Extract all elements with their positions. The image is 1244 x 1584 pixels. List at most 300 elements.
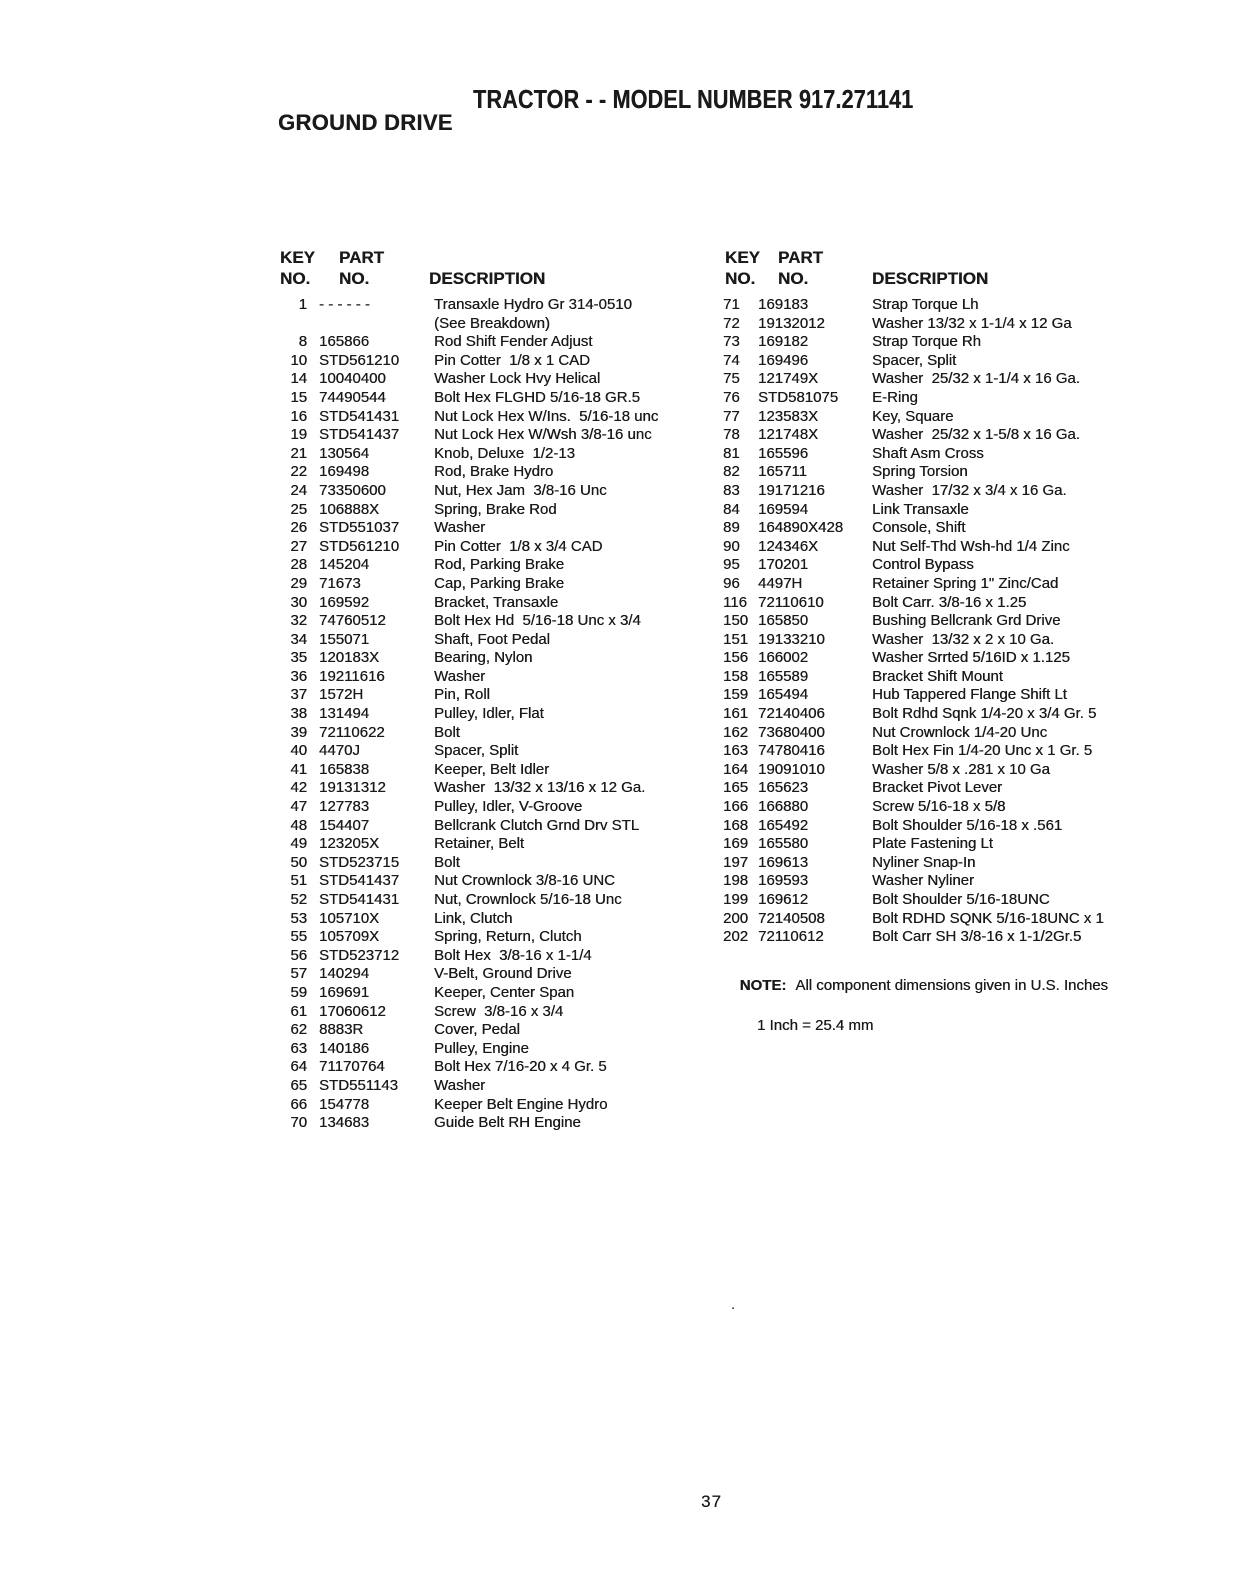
table-row bbox=[278, 947, 718, 966]
description-cell: Bolt bbox=[434, 853, 460, 871]
key-no-cell: 164 bbox=[723, 760, 749, 778]
description-cell: Pulley, Idler, V-Groove bbox=[434, 798, 583, 816]
part-header-label: PART bbox=[339, 248, 385, 267]
description-cell: Bolt Shoulder 5/16-18 x .561 bbox=[872, 816, 1063, 834]
part-no-cell: STD551143 bbox=[319, 1076, 398, 1094]
note-text: All component dimensions given in U.S. Inches bbox=[795, 977, 1109, 994]
table-row bbox=[723, 724, 1193, 743]
part-no-cell: 169498 bbox=[319, 463, 370, 481]
part-no-cell: 1572H bbox=[319, 686, 364, 704]
description-cell: Retainer, Belt bbox=[434, 835, 525, 853]
key-no-cell: 163 bbox=[723, 742, 749, 760]
table-row bbox=[723, 556, 1193, 575]
table-row bbox=[278, 426, 718, 445]
key-no-cell: 197 bbox=[723, 853, 749, 871]
description-cell: Bolt Hex 3/8-16 x 1-1/4 bbox=[434, 946, 592, 964]
part-no-cell: 123583X bbox=[758, 407, 819, 425]
table-row bbox=[723, 668, 1193, 687]
description-cell: Spacer, Split bbox=[434, 742, 519, 760]
description-cell: Washer 13/32 x 2 x 10 Ga. bbox=[872, 630, 1055, 648]
description-cell: Bolt Hex Fin 1/4-20 Unc x 1 Gr. 5 bbox=[872, 742, 1093, 760]
table-row bbox=[278, 445, 718, 464]
description-cell: Pulley, Idler, Flat bbox=[434, 705, 544, 723]
key-no-cell: 169 bbox=[723, 835, 749, 853]
description-cell: Cover, Pedal bbox=[434, 1021, 520, 1039]
dimensions-note bbox=[723, 956, 1173, 1036]
description-cell: Rod, Brake Hydro bbox=[434, 463, 554, 481]
key-no-header-label: NO. bbox=[280, 269, 311, 288]
part-no-cell: 19131312 bbox=[319, 779, 386, 797]
description-cell: Cap, Parking Brake bbox=[434, 574, 565, 592]
part-no-cell: STD523715 bbox=[319, 853, 400, 871]
description-cell: Link Transaxle bbox=[872, 500, 969, 518]
description-cell: Spacer, Split bbox=[872, 351, 957, 369]
part-no-cell: 8883R bbox=[319, 1021, 364, 1039]
key-no-cell: 37 bbox=[290, 686, 307, 704]
description-cell: Bushing Bellcrank Grd Drive bbox=[872, 612, 1061, 630]
description-cell: Retainer Spring 1" Zinc/Cad bbox=[872, 574, 1059, 592]
description-cell: Bolt Rdhd Sqnk 1/4-20 x 3/4 Gr. 5 bbox=[872, 705, 1097, 723]
part-no-cell: 169613 bbox=[758, 853, 809, 871]
description-cell: Screw 3/8-16 x 3/4 bbox=[434, 1002, 564, 1020]
table-row bbox=[723, 649, 1193, 668]
part-no-cell: 127783 bbox=[319, 798, 370, 816]
key-no-cell: 82 bbox=[723, 463, 740, 481]
part-no-cell: STD541437 bbox=[319, 872, 400, 890]
description-cell: Pin Cotter 1/8 x 3/4 CAD bbox=[434, 537, 603, 555]
page-title: TRACTOR - - MODEL NUMBER 917.271141 bbox=[473, 84, 914, 114]
table-row bbox=[723, 575, 1193, 594]
part-no-cell: 169183 bbox=[758, 296, 809, 313]
note-label: NOTE: bbox=[739, 977, 787, 994]
part-no-cell: 165596 bbox=[758, 444, 809, 462]
description-cell: Bolt RDHD SQNK 5/16-18UNC x 1 bbox=[872, 909, 1104, 927]
table-row bbox=[723, 296, 1193, 315]
key-no-cell: 19 bbox=[290, 426, 307, 444]
key-no-cell: 159 bbox=[723, 686, 749, 704]
key-no-cell: 202 bbox=[723, 928, 749, 946]
key-no-cell: 96 bbox=[723, 574, 740, 592]
description-cell: Rod Shift Fender Adjust bbox=[434, 333, 593, 351]
key-no-cell: 36 bbox=[290, 667, 307, 685]
description-cell: Nut Lock Hex W/Ins. 5/16-18 unc bbox=[434, 407, 659, 425]
table-row bbox=[278, 835, 718, 854]
part-no-cell: 4470J bbox=[319, 742, 360, 760]
parts-table-left bbox=[278, 296, 718, 1133]
part-no-cell: 71673 bbox=[319, 574, 361, 592]
part-no-cell: STD581075 bbox=[758, 388, 839, 406]
key-no-cell: 83 bbox=[723, 481, 740, 499]
key-no-cell: 166 bbox=[723, 798, 749, 816]
description-cell: Bolt bbox=[434, 723, 460, 741]
part-no-cell: 19091010 bbox=[758, 760, 825, 778]
key-no-cell: 116 bbox=[723, 593, 747, 611]
part-header-label: PART bbox=[778, 248, 824, 267]
description-cell: Nut Self-Thd Wsh-hd 1/4 Zinc bbox=[872, 537, 1070, 555]
key-no-cell: 52 bbox=[290, 891, 307, 908]
table-row bbox=[278, 779, 718, 798]
key-no-cell: 77 bbox=[723, 407, 740, 425]
key-no-cell: 78 bbox=[723, 426, 740, 444]
part-no-cell: STD551037 bbox=[319, 519, 400, 537]
stray-scan-mark: . bbox=[731, 1296, 736, 1313]
table-row bbox=[278, 315, 718, 334]
table-row bbox=[723, 891, 1193, 910]
table-row bbox=[723, 315, 1193, 334]
key-no-cell: 39 bbox=[290, 723, 307, 741]
part-no-cell: 17060612 bbox=[319, 1002, 386, 1020]
key-no-cell: 56 bbox=[290, 946, 307, 964]
key-no-cell: 15 bbox=[290, 388, 307, 406]
key-no-cell: 150 bbox=[723, 612, 749, 630]
key-no-cell: 25 bbox=[290, 500, 307, 518]
description-cell: Guide Belt RH Engine bbox=[434, 1114, 581, 1132]
table-row bbox=[278, 1058, 718, 1077]
part-no-cell: 72110622 bbox=[319, 723, 385, 741]
table-row bbox=[723, 817, 1193, 836]
part-no-cell: 123205X bbox=[319, 835, 380, 853]
description-cell: Washer 5/8 x .281 x 10 Ga bbox=[872, 760, 1050, 778]
description-cell: Strap Torque Rh bbox=[872, 333, 981, 351]
key-no-cell: 50 bbox=[290, 853, 307, 871]
description-cell: Bracket, Transaxle bbox=[434, 593, 559, 611]
key-no-cell: 51 bbox=[290, 872, 307, 890]
table-row bbox=[278, 668, 718, 687]
description-cell: Bellcrank Clutch Grnd Drv STL bbox=[434, 816, 640, 834]
table-row bbox=[278, 556, 718, 575]
table-row bbox=[723, 705, 1193, 724]
part-no-cell: 19211616 bbox=[319, 667, 385, 685]
description-cell: Bolt Hex Hd 5/16-18 Unc x 3/4 bbox=[434, 612, 641, 630]
table-row bbox=[278, 798, 718, 817]
key-header-label: KEY bbox=[280, 248, 315, 267]
key-no-cell: 64 bbox=[290, 1058, 307, 1076]
table-row bbox=[278, 1040, 718, 1059]
key-no-cell: 168 bbox=[723, 816, 749, 834]
key-no-cell: 71 bbox=[723, 296, 740, 313]
key-no-cell: 89 bbox=[723, 519, 740, 537]
table-row bbox=[278, 742, 718, 761]
description-cell: Bracket Pivot Lever bbox=[872, 779, 1003, 797]
description-cell: Spring, Return, Clutch bbox=[434, 928, 582, 946]
table-row bbox=[278, 1114, 718, 1133]
description-cell: (See Breakdown) bbox=[434, 314, 550, 332]
key-no-cell: 62 bbox=[290, 1021, 307, 1039]
table-row bbox=[723, 761, 1193, 780]
key-no-cell: 16 bbox=[290, 407, 307, 425]
table-row bbox=[278, 891, 718, 910]
part-no-cell: 121749X bbox=[758, 370, 819, 388]
description-cell: Spring, Brake Rod bbox=[434, 500, 557, 518]
part-no-cell: 71170764 bbox=[319, 1058, 385, 1076]
part-no-cell: 169593 bbox=[758, 872, 809, 890]
table-row bbox=[278, 1077, 718, 1096]
table-row bbox=[723, 501, 1193, 520]
key-no-cell: 198 bbox=[723, 872, 749, 890]
table-row bbox=[278, 538, 718, 557]
part-no-cell: 169612 bbox=[758, 891, 809, 908]
part-no-cell: 169691 bbox=[319, 983, 370, 1001]
key-no-cell: 165 bbox=[723, 779, 749, 797]
description-cell: Washer 17/32 x 3/4 x 16 Ga. bbox=[872, 481, 1067, 499]
table-row bbox=[278, 1003, 718, 1022]
table-row bbox=[278, 296, 718, 315]
description-cell: Washer bbox=[434, 667, 486, 685]
part-no-cell: 169592 bbox=[319, 593, 370, 611]
key-no-cell: 61 bbox=[290, 1002, 307, 1020]
table-row bbox=[723, 594, 1193, 613]
table-row bbox=[278, 463, 718, 482]
part-no-cell: 130564 bbox=[319, 444, 370, 462]
page-number: 37 bbox=[701, 1492, 722, 1511]
table-row bbox=[278, 370, 718, 389]
description-cell: Screw 5/16-18 x 5/8 bbox=[872, 798, 1006, 816]
key-no-cell: 84 bbox=[723, 500, 740, 518]
part-no-cell: STD523712 bbox=[319, 946, 400, 964]
table-row bbox=[723, 742, 1193, 761]
table-row bbox=[278, 389, 718, 408]
table-row bbox=[278, 872, 718, 891]
table-row bbox=[723, 872, 1193, 891]
table-row bbox=[278, 408, 718, 427]
table-row bbox=[723, 835, 1193, 854]
table-row bbox=[278, 649, 718, 668]
table-row bbox=[278, 761, 718, 780]
part-no-cell: 154778 bbox=[319, 1095, 370, 1113]
key-no-cell: 63 bbox=[290, 1039, 307, 1057]
table-row bbox=[723, 798, 1193, 817]
part-no-cell: STD561210 bbox=[319, 537, 400, 555]
description-cell: Shaft Asm Cross bbox=[872, 444, 984, 462]
table-row bbox=[278, 854, 718, 873]
part-no-header-label: NO. bbox=[778, 269, 809, 288]
key-no-cell: 30 bbox=[290, 593, 307, 611]
key-no-cell: 8 bbox=[298, 333, 307, 351]
key-no-cell: 151 bbox=[723, 630, 749, 648]
part-no-cell: 74780416 bbox=[758, 742, 825, 760]
description-cell: Spring Torsion bbox=[872, 463, 968, 481]
key-no-cell: 66 bbox=[290, 1095, 307, 1113]
part-no-cell: - - - - - - bbox=[319, 296, 370, 313]
part-no-cell: 165866 bbox=[319, 333, 370, 351]
part-no-cell: STD561210 bbox=[319, 351, 400, 369]
key-no-cell: 65 bbox=[290, 1076, 307, 1094]
part-no-cell: 72110612 bbox=[758, 928, 824, 946]
table-row bbox=[278, 519, 718, 538]
description-cell: Nut Crownlock 1/4-20 Unc bbox=[872, 723, 1048, 741]
description-cell: Pin Cotter 1/8 x 1 CAD bbox=[434, 351, 590, 369]
part-no-cell: STD541431 bbox=[319, 891, 400, 908]
description-cell: Nut Lock Hex W/Wsh 3/8-16 unc bbox=[434, 426, 652, 444]
part-no-cell: 19132012 bbox=[758, 314, 825, 332]
key-no-cell: 40 bbox=[290, 742, 307, 760]
table-row bbox=[278, 705, 718, 724]
key-no-cell: 75 bbox=[723, 370, 740, 388]
table-row bbox=[278, 724, 718, 743]
description-cell: Bracket Shift Mount bbox=[872, 667, 1003, 685]
part-no-cell: 169182 bbox=[758, 333, 809, 351]
key-no-cell: 57 bbox=[290, 965, 307, 983]
description-cell: Washer 13/32 x 1-1/4 x 12 Ga bbox=[872, 314, 1072, 332]
table-row bbox=[278, 594, 718, 613]
table-row bbox=[723, 352, 1193, 371]
description-cell: Bolt Carr SH 3/8-16 x 1-1/2Gr.5 bbox=[872, 928, 1082, 946]
description-cell: Bolt Hex FLGHD 5/16-18 GR.5 bbox=[434, 388, 640, 406]
section-title: GROUND DRIVE bbox=[278, 110, 453, 135]
table-row bbox=[278, 817, 718, 836]
description-cell: Strap Torque Lh bbox=[872, 296, 979, 313]
key-no-cell: 81 bbox=[723, 444, 740, 462]
description-cell: Washer Nyliner bbox=[872, 872, 974, 890]
part-no-cell: 73350600 bbox=[319, 481, 386, 499]
description-cell: Transaxle Hydro Gr 314-0510 bbox=[434, 296, 632, 313]
part-no-cell: 19171216 bbox=[758, 481, 825, 499]
part-no-cell: 165623 bbox=[758, 779, 809, 797]
part-no-cell: 165494 bbox=[758, 686, 809, 704]
description-cell: Pin, Roll bbox=[434, 686, 490, 704]
part-no-cell: 165838 bbox=[319, 760, 370, 778]
key-no-cell: 34 bbox=[290, 630, 307, 648]
key-no-cell: 95 bbox=[723, 556, 740, 574]
part-no-cell: STD541431 bbox=[319, 407, 400, 425]
part-no-cell: 145204 bbox=[319, 556, 370, 574]
description-cell: V-Belt, Ground Drive bbox=[434, 965, 572, 983]
key-no-cell: 199 bbox=[723, 891, 749, 908]
key-no-cell: 27 bbox=[290, 537, 307, 555]
table-row bbox=[723, 463, 1193, 482]
part-no-cell: 4497H bbox=[758, 574, 803, 592]
table-row bbox=[278, 1021, 718, 1040]
table-row bbox=[278, 984, 718, 1003]
table-row bbox=[278, 501, 718, 520]
table-row bbox=[723, 426, 1193, 445]
table-row bbox=[723, 612, 1193, 631]
key-no-cell: 156 bbox=[723, 649, 749, 667]
key-no-cell: 32 bbox=[290, 612, 307, 630]
table-row bbox=[723, 910, 1193, 929]
key-no-cell: 53 bbox=[290, 909, 307, 927]
part-no-cell: 124346X bbox=[758, 537, 819, 555]
part-no-cell: 169496 bbox=[758, 351, 809, 369]
key-no-cell: 24 bbox=[290, 481, 307, 499]
right-column-header bbox=[723, 248, 1043, 292]
key-no-cell: 49 bbox=[290, 835, 307, 853]
table-row bbox=[723, 928, 1193, 947]
table-row bbox=[723, 779, 1193, 798]
table-row bbox=[278, 612, 718, 631]
description-cell: Keeper, Center Span bbox=[434, 983, 575, 1001]
table-row bbox=[278, 965, 718, 984]
table-row bbox=[278, 686, 718, 705]
parts-table-right bbox=[723, 296, 1193, 947]
table-row bbox=[278, 352, 718, 371]
table-row bbox=[723, 519, 1193, 538]
description-cell: Link, Clutch bbox=[434, 909, 513, 927]
part-no-cell: 105709X bbox=[319, 928, 380, 946]
key-no-cell: 162 bbox=[723, 723, 749, 741]
part-no-cell: 134683 bbox=[319, 1114, 370, 1132]
description-cell: Keeper, Belt Idler bbox=[434, 760, 550, 778]
part-no-cell: 72140406 bbox=[758, 705, 825, 723]
key-no-cell: 22 bbox=[290, 463, 307, 481]
part-no-cell: 74490544 bbox=[319, 388, 386, 406]
description-header-label: DESCRIPTION bbox=[429, 269, 546, 288]
key-no-cell: 55 bbox=[290, 928, 307, 946]
note-conversion-text: 1 Inch = 25.4 mm bbox=[757, 1017, 874, 1034]
description-cell: Bolt Shoulder 5/16-18UNC bbox=[872, 891, 1050, 908]
part-no-cell: 155071 bbox=[319, 630, 370, 648]
table-row bbox=[278, 928, 718, 947]
description-cell: Nut, Hex Jam 3/8-16 Unc bbox=[434, 481, 607, 499]
key-no-cell: 73 bbox=[723, 333, 740, 351]
key-no-cell: 158 bbox=[723, 667, 749, 685]
key-no-cell: 29 bbox=[290, 574, 307, 592]
part-no-cell: 164890X428 bbox=[758, 519, 844, 537]
description-cell: Washer Lock Hvy Helical bbox=[434, 370, 601, 388]
description-cell: Bolt Hex 7/16-20 x 4 Gr. 5 bbox=[434, 1058, 607, 1076]
key-no-cell: 59 bbox=[290, 983, 307, 1001]
description-cell: Key, Square bbox=[872, 407, 954, 425]
key-no-cell: 35 bbox=[290, 649, 307, 667]
part-no-cell: 19133210 bbox=[758, 630, 825, 648]
table-row bbox=[278, 575, 718, 594]
part-no-cell: 154407 bbox=[319, 816, 370, 834]
key-no-cell: 14 bbox=[290, 370, 307, 388]
key-no-cell: 28 bbox=[290, 556, 307, 574]
key-header-label: KEY bbox=[725, 248, 760, 267]
part-no-cell: 72140508 bbox=[758, 909, 825, 927]
part-no-cell: 121748X bbox=[758, 426, 819, 444]
part-no-cell: 131494 bbox=[319, 705, 370, 723]
part-no-cell: 170201 bbox=[758, 556, 809, 574]
part-no-cell: 165492 bbox=[758, 816, 809, 834]
description-cell: Shaft, Foot Pedal bbox=[434, 630, 550, 648]
part-no-cell: 169594 bbox=[758, 500, 809, 518]
description-cell: Control Bypass bbox=[872, 556, 974, 574]
description-cell: Keeper Belt Engine Hydro bbox=[434, 1095, 608, 1113]
description-cell: Nyliner Snap-In bbox=[872, 853, 976, 871]
table-row bbox=[723, 408, 1193, 427]
table-row bbox=[723, 445, 1193, 464]
part-no-cell: 165850 bbox=[758, 612, 809, 630]
key-no-cell: 161 bbox=[723, 705, 749, 723]
description-header-label: DESCRIPTION bbox=[872, 269, 989, 288]
part-no-cell: 166880 bbox=[758, 798, 809, 816]
description-cell: E-Ring bbox=[872, 388, 918, 406]
key-no-cell: 10 bbox=[290, 351, 307, 369]
description-cell: Rod, Parking Brake bbox=[434, 556, 565, 574]
part-no-cell: 105710X bbox=[319, 909, 380, 927]
table-row bbox=[723, 333, 1193, 352]
table-row bbox=[278, 333, 718, 352]
table-row bbox=[278, 1096, 718, 1115]
description-cell: Washer 25/32 x 1-1/4 x 16 Ga. bbox=[872, 370, 1080, 388]
part-no-cell: 72110610 bbox=[758, 593, 824, 611]
description-cell: Pulley, Engine bbox=[434, 1039, 529, 1057]
key-no-cell: 74 bbox=[723, 351, 740, 369]
table-row bbox=[723, 538, 1193, 557]
key-no-cell: 41 bbox=[290, 760, 307, 778]
table-row bbox=[723, 686, 1193, 705]
key-no-cell: 72 bbox=[723, 314, 740, 332]
table-row bbox=[723, 631, 1193, 650]
description-cell: Nut, Crownlock 5/16-18 Unc bbox=[434, 891, 622, 908]
key-no-cell: 26 bbox=[290, 519, 307, 537]
part-no-cell: STD541437 bbox=[319, 426, 400, 444]
description-cell: Nut Crownlock 3/8-16 UNC bbox=[434, 872, 615, 890]
table-row bbox=[278, 910, 718, 929]
part-no-header-label: NO. bbox=[339, 269, 370, 288]
